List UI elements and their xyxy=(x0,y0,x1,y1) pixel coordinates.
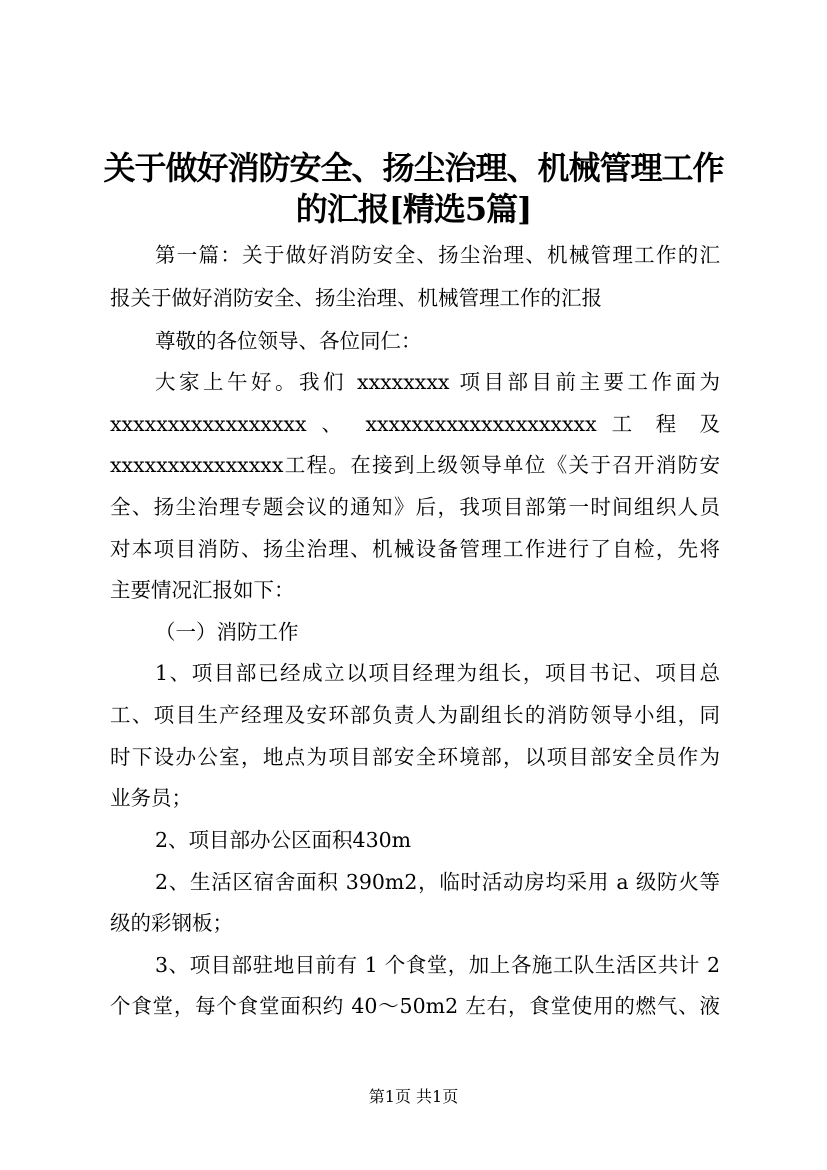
paragraph-line: 业务员； xyxy=(110,786,192,810)
paragraph-line: 级的彩钢板； xyxy=(110,911,233,935)
document-title-line-2: 的汇报[精选5篇] xyxy=(295,190,532,228)
paragraph-line: 工、项目生产经理及安环部负责人为副组长的消防领导小组，同 xyxy=(110,703,720,727)
paragraph-line: 报关于做好消防安全、扬尘治理、机械管理工作的汇报 xyxy=(110,286,602,310)
paragraph-line: 主要情况汇报如下： xyxy=(110,578,295,602)
paragraph-line: xxxxxxxxxxxxxxx工程。在接到上级领导单位《关于召开消防安 xyxy=(110,453,720,477)
paragraph-line: 全、扬尘治理专题会议的通知》后，我项目部第一时间组织人员 xyxy=(110,495,720,519)
paragraph-line: 2、生活区宿舍面积 390m2，临时活动房均采用 a 级防火等 xyxy=(155,870,720,894)
paragraph-line: xxxxxxxxxxxxxxxxx 、 xxxxxxxxxxxxxxxxxxxx 工 程 及 xyxy=(110,412,720,436)
paragraph-line: 尊敬的各位领导、各位同仁： xyxy=(155,329,422,353)
paragraph-line: 对本项目消防、扬尘治理、机械设备管理工作进行了自检，先将 xyxy=(110,537,720,561)
paragraph-line: 第一篇：关于做好消防安全、扬尘治理、机械管理工作的汇 xyxy=(155,243,720,267)
paragraph-line: 个食堂，每个食堂面积约 40～50m2 左右，食堂使用的燃气、液 xyxy=(110,994,720,1018)
document-title-line-1: 关于做好消防安全、扬尘治理、机械管理工作 xyxy=(103,149,724,187)
page-footer: 第1页 共1页 xyxy=(368,1087,459,1106)
paragraph-line: 1、项目部已经成立以项目经理为组长，项目书记、项目总 xyxy=(155,661,720,685)
paragraph-line: 时下设办公室，地点为项目部安全环境部，以项目部安全员作为 xyxy=(110,745,720,769)
paragraph-line: 2、项目部办公区面积430m xyxy=(155,828,412,852)
paragraph-line: 大家上午好。我们 xxxxxxxx 项目部目前主要工作面为 xyxy=(155,370,720,394)
section-heading: （一）消防工作 xyxy=(155,620,299,644)
paragraph-line: 3、项目部驻地目前有 1 个食堂，加上各施工队生活区共计 2 xyxy=(155,953,720,977)
